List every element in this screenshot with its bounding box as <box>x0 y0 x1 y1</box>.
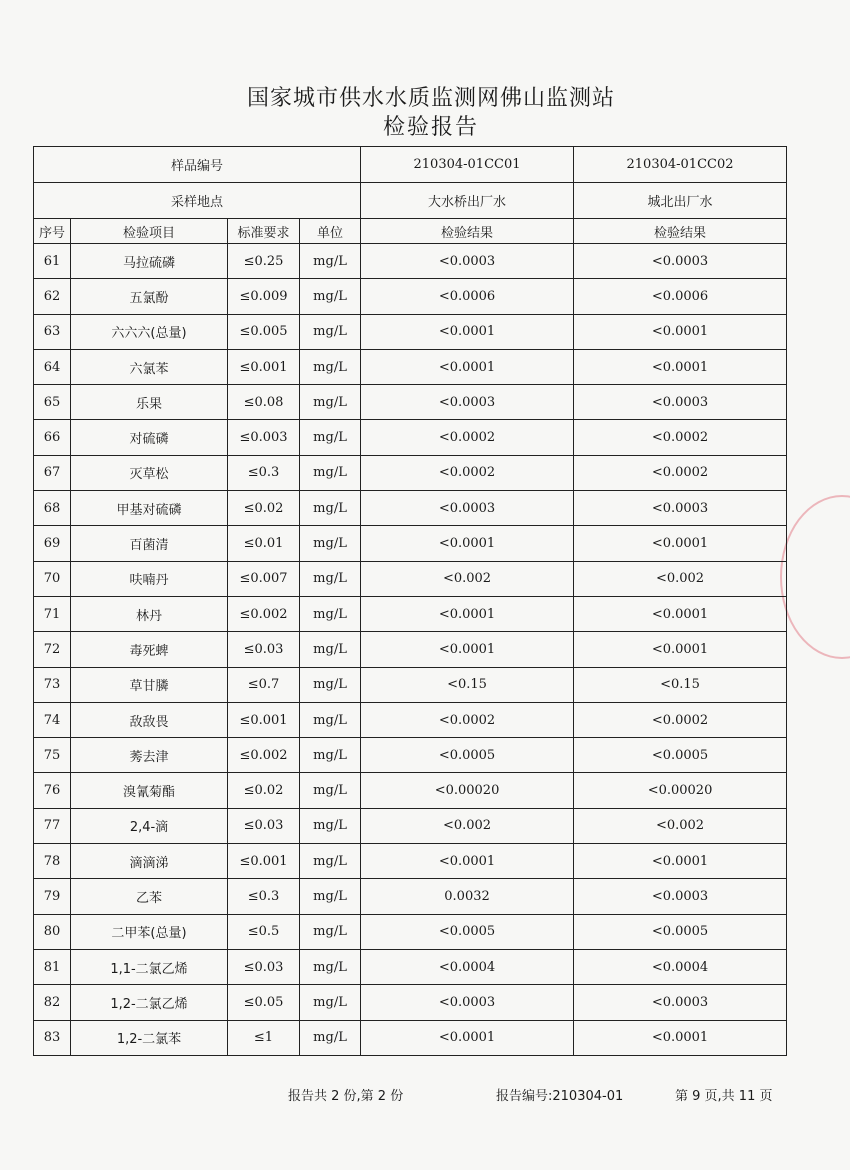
row-result-2: <0.0003 <box>574 985 787 1020</box>
row-unit: mg/L <box>300 914 361 949</box>
table-row <box>34 949 787 984</box>
row-unit: mg/L <box>300 702 361 737</box>
row-unit: mg/L <box>300 244 361 279</box>
table-row <box>34 349 787 384</box>
row-item: 百菌清 <box>71 526 228 561</box>
row-no: 63 <box>34 314 71 349</box>
row-no: 78 <box>34 844 71 879</box>
row-no: 72 <box>34 632 71 667</box>
row-result-1: <0.002 <box>361 808 574 843</box>
row-standard: ≤0.7 <box>228 667 300 702</box>
row-item: 马拉硫磷 <box>71 244 228 279</box>
row-result-1: <0.0003 <box>361 244 574 279</box>
footer-copies: 报告共 2 份,第 2 份 <box>288 1089 404 1104</box>
sample-id-row <box>34 147 787 183</box>
row-standard: ≤0.25 <box>228 244 300 279</box>
location-label: 采样地点 <box>34 183 361 219</box>
row-result-1: <0.0001 <box>361 314 574 349</box>
row-item: 五氯酚 <box>71 279 228 314</box>
row-unit: mg/L <box>300 526 361 561</box>
row-standard: ≤0.3 <box>228 879 300 914</box>
row-result-1: <0.0002 <box>361 455 574 490</box>
row-result-2: <0.00020 <box>574 773 787 808</box>
row-result-2: <0.0003 <box>574 244 787 279</box>
row-result-1: <0.0006 <box>361 279 574 314</box>
table-row <box>34 844 787 879</box>
row-unit: mg/L <box>300 385 361 420</box>
row-result-1: <0.0005 <box>361 738 574 773</box>
row-standard: ≤0.007 <box>228 561 300 596</box>
report-title: 国家城市供水水质监测网佛山监测站 <box>246 86 615 111</box>
row-standard: ≤0.3 <box>228 455 300 490</box>
row-unit: mg/L <box>300 596 361 631</box>
table-row <box>34 914 787 949</box>
row-item: 乙苯 <box>71 879 228 914</box>
row-no: 65 <box>34 385 71 420</box>
row-result-1: <0.0001 <box>361 844 574 879</box>
row-standard: ≤1 <box>228 1020 300 1055</box>
row-standard: ≤0.001 <box>228 844 300 879</box>
table-row <box>34 985 787 1020</box>
row-result-2: <0.0001 <box>574 844 787 879</box>
col-header-result-1: 检验结果 <box>361 219 574 244</box>
sample-id-1: 210304-01CC01 <box>361 147 574 183</box>
col-header-no: 序号 <box>34 219 71 244</box>
row-unit: mg/L <box>300 420 361 455</box>
row-unit: mg/L <box>300 844 361 879</box>
row-no: 77 <box>34 808 71 843</box>
row-item: 1,2-二氯乙烯 <box>71 985 228 1020</box>
row-standard: ≤0.05 <box>228 985 300 1020</box>
row-result-2: <0.0002 <box>574 420 787 455</box>
row-standard: ≤0.001 <box>228 349 300 384</box>
row-unit: mg/L <box>300 632 361 667</box>
row-standard: ≤0.009 <box>228 279 300 314</box>
row-unit: mg/L <box>300 349 361 384</box>
row-standard: ≤0.03 <box>228 632 300 667</box>
row-unit: mg/L <box>300 808 361 843</box>
location-row <box>34 183 787 219</box>
table-row <box>34 279 787 314</box>
table-row <box>34 702 787 737</box>
row-no: 80 <box>34 914 71 949</box>
official-seal <box>780 495 850 659</box>
row-no: 79 <box>34 879 71 914</box>
row-result-1: <0.0002 <box>361 420 574 455</box>
row-no: 64 <box>34 349 71 384</box>
row-item: 溴氰菊酯 <box>71 773 228 808</box>
row-no: 66 <box>34 420 71 455</box>
row-standard: ≤0.01 <box>228 526 300 561</box>
row-standard: ≤0.5 <box>228 914 300 949</box>
row-no: 83 <box>34 1020 71 1055</box>
table-row <box>34 596 787 631</box>
row-result-1: <0.0005 <box>361 914 574 949</box>
row-unit: mg/L <box>300 279 361 314</box>
row-standard: ≤0.02 <box>228 491 300 526</box>
row-item: 二甲苯(总量) <box>71 914 228 949</box>
row-item: 滴滴涕 <box>71 844 228 879</box>
row-standard: ≤0.03 <box>228 808 300 843</box>
row-no: 61 <box>34 244 71 279</box>
row-item: 草甘膦 <box>71 667 228 702</box>
report-subtitle: 检验报告 <box>382 115 479 140</box>
row-item: 林丹 <box>71 596 228 631</box>
column-header-row <box>34 219 787 244</box>
row-unit: mg/L <box>300 491 361 526</box>
row-standard: ≤0.001 <box>228 702 300 737</box>
row-result-1: <0.0003 <box>361 385 574 420</box>
row-result-1: <0.0003 <box>361 491 574 526</box>
row-unit: mg/L <box>300 949 361 984</box>
table-row <box>34 738 787 773</box>
row-result-2: <0.002 <box>574 808 787 843</box>
table-row <box>34 385 787 420</box>
row-result-2: <0.0001 <box>574 349 787 384</box>
col-header-item: 检验项目 <box>71 219 228 244</box>
table-row <box>34 632 787 667</box>
row-result-1: <0.0001 <box>361 596 574 631</box>
row-result-2: <0.0002 <box>574 702 787 737</box>
row-no: 68 <box>34 491 71 526</box>
row-no: 73 <box>34 667 71 702</box>
row-item: 六氯苯 <box>71 349 228 384</box>
row-item: 1,1-二氯乙烯 <box>71 949 228 984</box>
row-result-2: <0.0003 <box>574 491 787 526</box>
report-table <box>33 146 787 1056</box>
row-unit: mg/L <box>300 561 361 596</box>
row-result-2: <0.0005 <box>574 914 787 949</box>
location-2: 城北出厂水 <box>574 183 787 219</box>
table-row <box>34 455 787 490</box>
row-result-2: <0.0001 <box>574 314 787 349</box>
sample-id-label: 样品编号 <box>34 147 361 183</box>
row-result-2: <0.0001 <box>574 526 787 561</box>
row-no: 75 <box>34 738 71 773</box>
row-result-1: <0.002 <box>361 561 574 596</box>
col-header-result-2: 检验结果 <box>574 219 787 244</box>
row-standard: ≤0.002 <box>228 596 300 631</box>
row-item: 灭草松 <box>71 455 228 490</box>
row-no: 81 <box>34 949 71 984</box>
table-row <box>34 491 787 526</box>
row-standard: ≤0.002 <box>228 738 300 773</box>
row-item: 对硫磷 <box>71 420 228 455</box>
table-row <box>34 526 787 561</box>
row-result-1: <0.0001 <box>361 632 574 667</box>
row-unit: mg/L <box>300 773 361 808</box>
row-result-2: <0.002 <box>574 561 787 596</box>
row-result-2: <0.0001 <box>574 596 787 631</box>
row-unit: mg/L <box>300 738 361 773</box>
row-result-1: <0.0001 <box>361 1020 574 1055</box>
row-unit: mg/L <box>300 667 361 702</box>
footer-report-no: 报告编号:210304-01 <box>496 1089 624 1104</box>
row-item: 六六六(总量) <box>71 314 228 349</box>
table-row <box>34 314 787 349</box>
row-no: 82 <box>34 985 71 1020</box>
row-result-2: <0.0005 <box>574 738 787 773</box>
row-no: 74 <box>34 702 71 737</box>
row-standard: ≤0.08 <box>228 385 300 420</box>
row-result-2: <0.0004 <box>574 949 787 984</box>
row-item: 2,4-滴 <box>71 808 228 843</box>
row-item: 毒死蜱 <box>71 632 228 667</box>
row-result-1: <0.0002 <box>361 702 574 737</box>
col-header-standard: 标准要求 <box>228 219 300 244</box>
sample-id-2: 210304-01CC02 <box>574 147 787 183</box>
table-row <box>34 808 787 843</box>
row-unit: mg/L <box>300 1020 361 1055</box>
row-standard: ≤0.03 <box>228 949 300 984</box>
row-no: 62 <box>34 279 71 314</box>
row-item: 莠去津 <box>71 738 228 773</box>
row-item: 1,2-二氯苯 <box>71 1020 228 1055</box>
row-result-1: <0.00020 <box>361 773 574 808</box>
location-1: 大水桥出厂水 <box>361 183 574 219</box>
row-result-2: <0.0006 <box>574 279 787 314</box>
row-result-1: <0.15 <box>361 667 574 702</box>
row-standard: ≤0.02 <box>228 773 300 808</box>
row-standard: ≤0.005 <box>228 314 300 349</box>
row-result-1: 0.0032 <box>361 879 574 914</box>
table-row <box>34 420 787 455</box>
table-row <box>34 773 787 808</box>
table-row <box>34 879 787 914</box>
row-no: 69 <box>34 526 71 561</box>
row-result-1: <0.0001 <box>361 349 574 384</box>
row-result-2: <0.0003 <box>574 879 787 914</box>
report-header <box>0 84 850 142</box>
row-result-2: <0.0002 <box>574 455 787 490</box>
footer-page: 第 9 页,共 11 页 <box>675 1089 773 1104</box>
row-no: 70 <box>34 561 71 596</box>
row-no: 71 <box>34 596 71 631</box>
col-header-unit: 单位 <box>300 219 361 244</box>
row-unit: mg/L <box>300 314 361 349</box>
row-item: 甲基对硫磷 <box>71 491 228 526</box>
row-no: 67 <box>34 455 71 490</box>
row-item: 乐果 <box>71 385 228 420</box>
row-item: 呋喃丹 <box>71 561 228 596</box>
table-row <box>34 667 787 702</box>
row-result-2: <0.0001 <box>574 632 787 667</box>
row-result-2: <0.0003 <box>574 385 787 420</box>
row-result-2: <0.15 <box>574 667 787 702</box>
row-no: 76 <box>34 773 71 808</box>
row-result-1: <0.0004 <box>361 949 574 984</box>
row-unit: mg/L <box>300 879 361 914</box>
table-row <box>34 244 787 279</box>
row-result-1: <0.0001 <box>361 526 574 561</box>
row-unit: mg/L <box>300 985 361 1020</box>
row-standard: ≤0.003 <box>228 420 300 455</box>
row-result-1: <0.0003 <box>361 985 574 1020</box>
table-row <box>34 1020 787 1055</box>
row-unit: mg/L <box>300 455 361 490</box>
table-row <box>34 561 787 596</box>
row-result-2: <0.0001 <box>574 1020 787 1055</box>
row-item: 敌敌畏 <box>71 702 228 737</box>
